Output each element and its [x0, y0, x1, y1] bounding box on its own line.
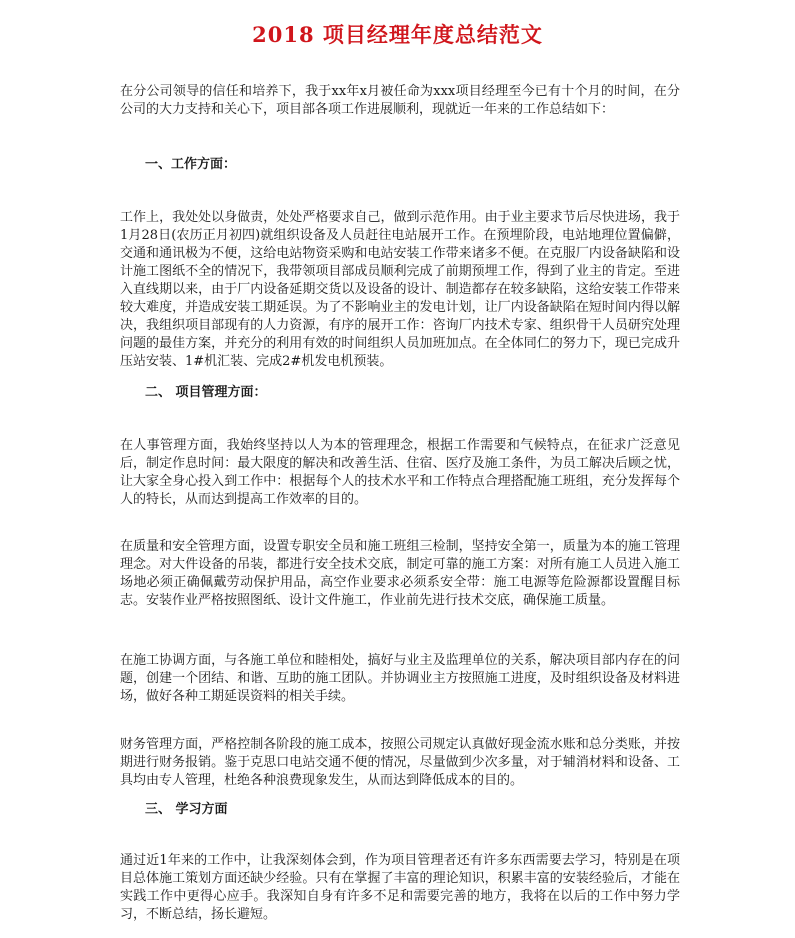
quality-safety-paragraph: 在质量和安全管理方面，设置专职安全员和施工班组三检制，坚持安全第一，质量为本的施工管理理念。对大件设备的吊装，都进行安全技术交底，制定可靠的施工方案：对所有施工人员进入施工场地必须正确佩戴劳动保护用品，高空作业要求必须系安全带：施工电源等危险源都设置醒目标志。安装作业严格按照图纸、设计文件施工，作业前先进行技术交底，确保施工质量。	[120, 539, 680, 608]
section-heading-project-management: 二、 项目管理方面：	[145, 385, 267, 400]
personnel-management-paragraph: 在人事管理方面，我始终坚持以人为本的管理理念，根据工作需要和气候特点，在征求广泛意见后，制定作息时间：最大限度的解决和改善生活、住宿、医疗及施工条件，为员工解决后顾之忧，让大家全身心投入到工作中：根据每个人的技术水平和工作特点合理搭配施工班组，充分发挥每个人的特长，从而达到提高工作效率的目的。	[120, 438, 680, 507]
section-heading-learning: 三、 学习方面	[145, 802, 228, 817]
finance-paragraph: 财务管理方面，严格控制各阶段的施工成本，按照公司规定认真做好现金流水账和总分类账，并按期进行财务报销。鉴于克思口电站交通不便的情况，尽量做到少次多量，对于辅消材料和设备、工具均由专人管理，杜绝各种浪费现象发生，从而达到降低成本的目的。	[120, 737, 680, 788]
intro-paragraph: 在分公司领导的信任和培养下，我于xx年x月被任命为xxx项目经理至今已有十个月的时间，在分公司的大力支持和关心下，项目部各项工作进展顺利，现就近一年来的工作总结如下：	[120, 84, 680, 117]
coordination-paragraph: 在施工协调方面，与各施工单位和睦相处，搞好与业主及监理单位的关系，解决项目部内存在的问题，创建一个团结、和谐、互助的施工团队。并协调业主方按照施工进度，及时组织设备及材料进场，做好各种工期延误资料的相关手续。	[120, 653, 680, 704]
section-heading-work: 一、工作方面：	[145, 157, 237, 172]
learning-paragraph: 通过近1年来的工作中，让我深刻体会到，作为项目管理者还有许多东西需要去学习，特别是在项目总体施工策划方面还缺少经验。只有在掌握了丰富的理论知识，积累丰富的安装经验后，才能在实践工作中更得心应手。我深知自身有许多不足和需要完善的地方，我将在以后的工作中努力学习，不断总结，扬长避短。	[120, 853, 680, 922]
document-title: 2018 项目经理年度总结范文	[252, 22, 543, 47]
section-work-paragraph: 工作上，我处处以身做责，处处严格要求自己，做到示范作用。由于业主要求节后尽快进场，我于1月28日(农历正月初四)就组织设备及人员赶往电站展开工作。在预埋阶段，电站地理位置偏僻，交通和通讯极为不便，这给电站物资采购和电站安装工作带来诸多不便。在克服厂内设备缺陷和设计施工图纸不全的情况下，我带领项目部成员顺利完成了前期预埋工作，得到了业主的肯定。至进入直线期以来，由于厂内设备延期交货以及设备的设计、制造都存在较多缺陷，这给安装工作带来较大难度，并造成安装工期延误。为了不影响业主的发电计划，让厂内设备缺陷在短时间内得以解决，我组织项目部现有的人力资源，有序的展开工作：咨询厂内技术专家、组织骨干人员研究处理问题的最佳方案，并充分的利用有效的时间组织人员加班加点。在全体同仁的努力下，现已完成升压站安装、1#机汇装、完成2#机发电机预装。	[120, 210, 680, 369]
